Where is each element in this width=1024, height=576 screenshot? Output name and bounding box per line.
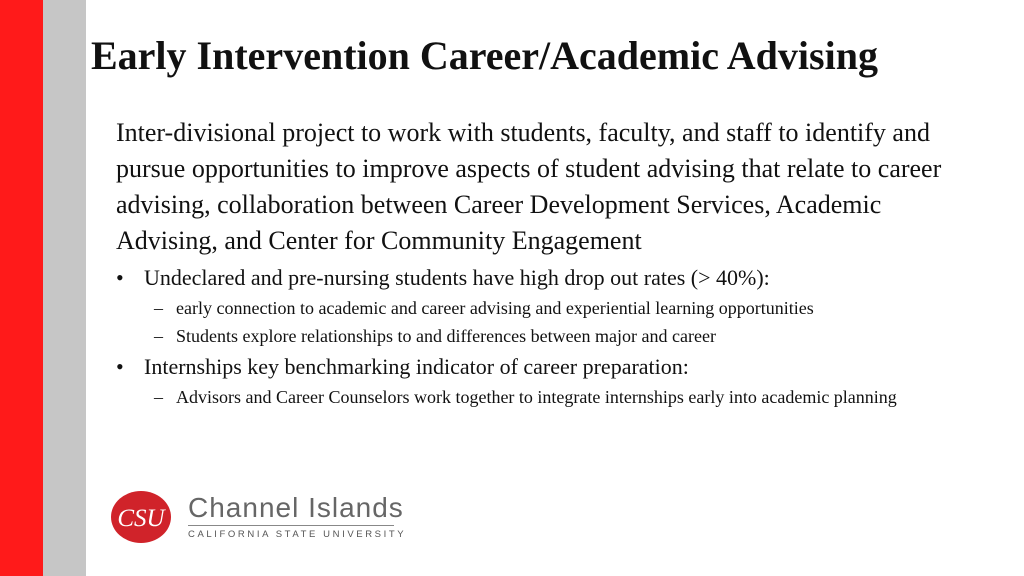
bullet-marker: • (116, 265, 124, 290)
logo-subtitle-text: CALIFORNIA STATE UNIVERSITY (188, 529, 407, 540)
sub-bullet-item (116, 385, 976, 409)
logo-name-text: Channel Islands (188, 492, 404, 523)
bullet-item (116, 352, 976, 382)
sub-bullet-marker: – (154, 326, 163, 346)
sub-bullet-marker: – (154, 298, 163, 318)
logo-divider (188, 525, 394, 526)
slide-title: Early Intervention Career/Academic Advising (91, 33, 878, 78)
intro-paragraph: Inter-divisional project to work with students, faculty, and staff to identify and pursue opportunities to improve aspects of student advising that relate to career advising, collaboration between Career Development Services, Academic Advising, and Center for Community Engagement (116, 118, 942, 255)
bullet-marker: • (116, 354, 124, 379)
sub-bullet-text: Students explore relationships to and differences between major and career (176, 326, 716, 346)
sub-bullet-item (116, 324, 976, 348)
sub-bullet-marker: – (154, 387, 163, 407)
left-accent-bar-red (0, 0, 43, 576)
bullet-text: Undeclared and pre-nursing students have high drop out rates (> 40%): (144, 265, 770, 290)
left-accent-bar-gray (43, 0, 86, 576)
csu-seal-icon (110, 490, 172, 544)
university-logo (110, 490, 410, 546)
sub-bullet-text: Advisors and Career Counselors work together to integrate internships early into academic planning (176, 387, 897, 407)
bullet-text: Internships key benchmarking indicator of career preparation: (144, 354, 689, 379)
bullet-item (116, 263, 976, 293)
csu-monogram: CSU (117, 505, 165, 532)
sub-bullet-item (116, 296, 976, 320)
slide-body (116, 115, 976, 413)
sub-bullet-text: early connection to academic and career advising and experiential learning opportunities (176, 298, 814, 318)
